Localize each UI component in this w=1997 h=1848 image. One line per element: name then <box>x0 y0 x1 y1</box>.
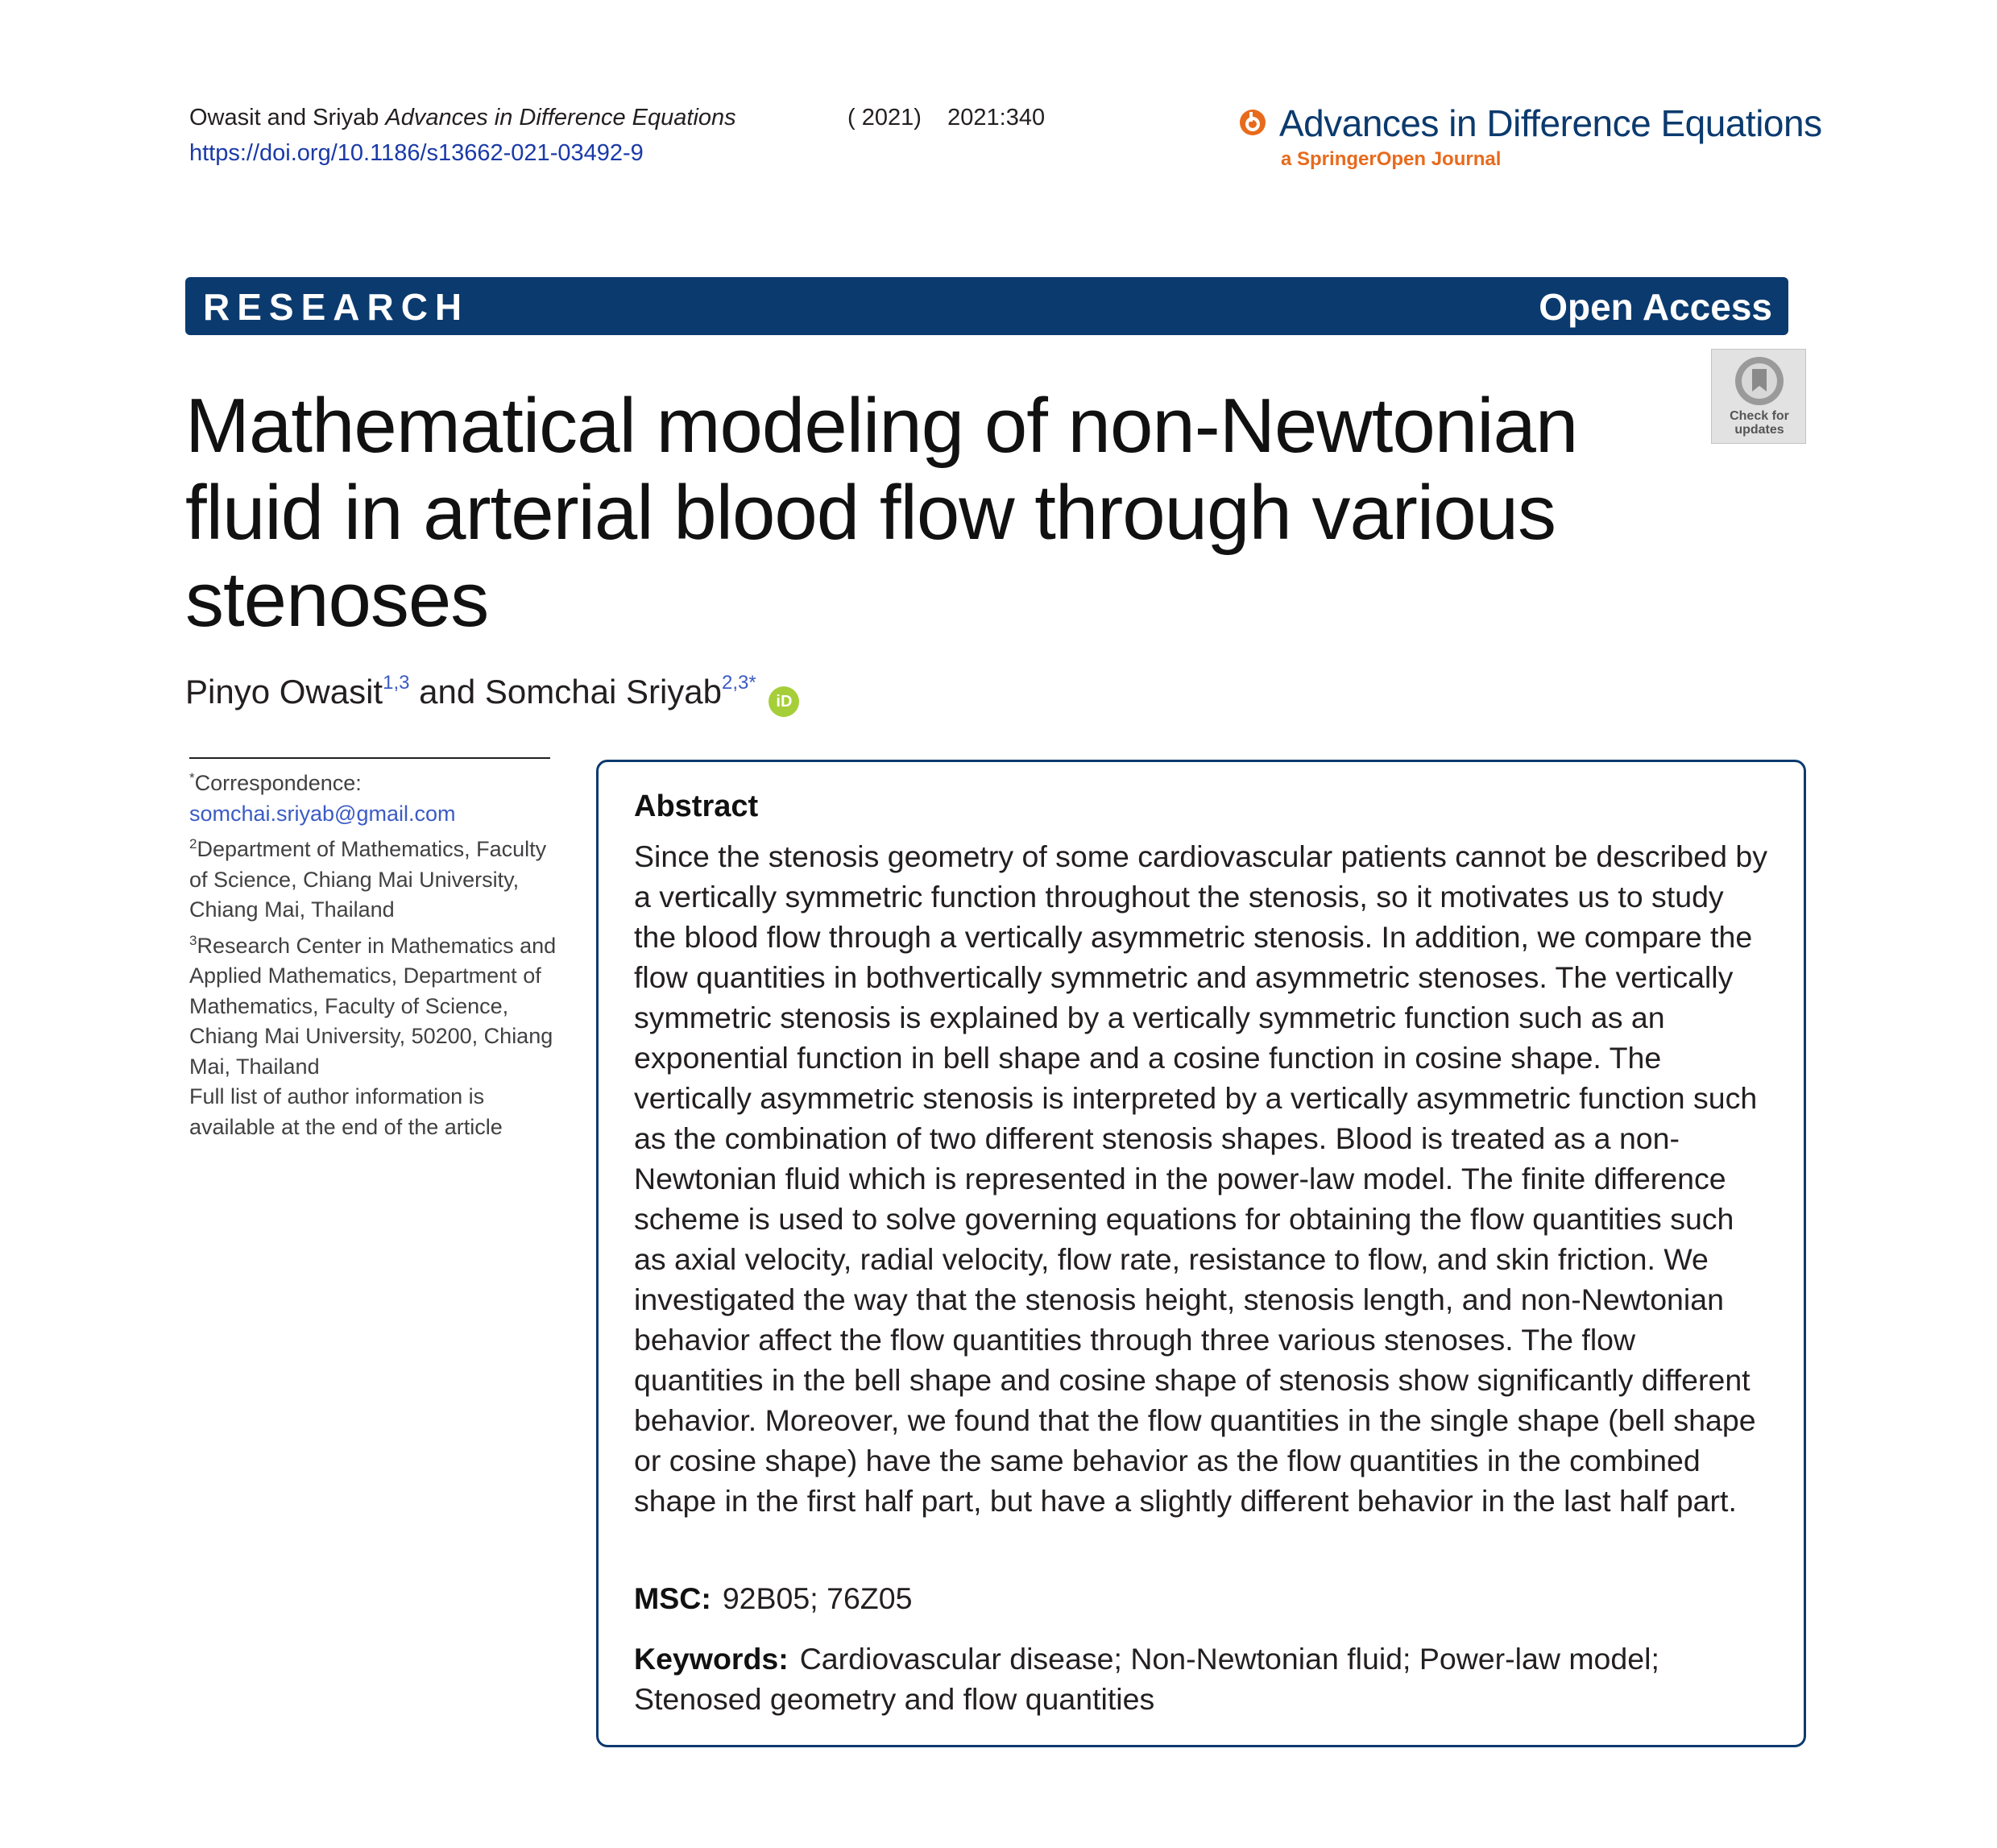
citation-year: ( 2021) <box>847 105 922 131</box>
affiliations-sidebar <box>189 763 560 1142</box>
msc-line <box>634 1581 912 1616</box>
journal-brand-name: Advances in Difference Equations <box>1279 102 1822 144</box>
correspondence-email-link[interactable]: somchai.sriyab@gmail.com <box>189 801 456 826</box>
correspondence-email-line <box>189 799 560 830</box>
citation-year-number <box>847 105 1045 131</box>
springeropen-logo-icon <box>1239 109 1266 136</box>
sidebar-divider <box>189 757 550 759</box>
author-line <box>185 672 799 717</box>
author-2: Somchai Sriyab <box>484 673 723 711</box>
author-info-note: Full list of author information is available at the end of the article <box>189 1084 503 1139</box>
check-updates-line1: Check for <box>1730 409 1789 423</box>
keywords-label: Keywords: <box>634 1642 789 1676</box>
affiliation-2: $^2$Department of Mathematics, Faculty of Science, Chiang Mai University, Chiang Mai, Thailand <box>189 836 547 922</box>
keywords-value: Cardiovascular disease; Non-Newtonian fluid; Power-law model; Stenosed geometry and flow quantities <box>634 1642 1659 1716</box>
correspondence: *Correspondence: <box>189 770 362 795</box>
msc-label: MSC: <box>634 1581 711 1615</box>
author-2-affiliation[interactable]: 2,3* <box>722 672 756 694</box>
check-updates-label <box>1712 409 1807 437</box>
article-type-label: RESEARCH <box>203 286 470 328</box>
citation-journal: Advances in Difference Equations <box>385 105 736 131</box>
abstract-heading: Abstract <box>634 789 759 823</box>
abstract-box <box>596 760 1806 1747</box>
abstract-text: Since the stenosis geometry of some cardiovascular patients cannot be described by a vertically symmetric function throughout the stenosis, so it motivates us to study the blood flow through a vertically asymmetric stenosis. In addition, we compare the flow quantities in bothvertically symmetric and asymmetric stenoses. The vertically symmetric stenosis is explained by a vertically symmetric function such as an exponential function in bell shape and a cosine function in cosine shape. The vertically asymmetric stenosis is interpreted by a vertically asymmetric function such as the combination of two different stenosis shapes. Blood is treated as a non-Newtonian fluid which is represented in the power-law model. The finite difference scheme is used to solve governing equations for obtaining the flow quantities such as axial velocity, radial velocity, flow rate, resistance to flow, and skin friction. We investigated the way that the stenosis height, stenosis length, and non-Newtonian behavior affect the flow quantities through three various stenoses. The flow quantities in the bell shape and cosine shape of stenosis show significantly different behavior. Moreover, we found that the flow quantities in the single shape (bell shape or cosine shape) have the same behavior as the flow quantities in the combined shape in the first half part, but have a slightly different behavior in the last half part. <box>634 839 1768 1518</box>
check-for-updates-button[interactable] <box>1711 349 1806 444</box>
msc-value: 92B05; 76Z05 <box>722 1581 913 1615</box>
author-1: Pinyo Owasit <box>185 673 383 711</box>
check-updates-icon <box>1733 354 1786 408</box>
check-updates-line2: updates <box>1734 423 1784 437</box>
keywords-line <box>634 1639 1773 1719</box>
article-type-banner <box>185 277 1788 335</box>
citation-article-number: 2021:340 <box>947 105 1046 131</box>
citation-authors: Owasit and Sriyab <box>189 105 379 131</box>
affiliation-3: $^3$Research Center in Mathematics and Applied Mathematics, Department of Mathematics, Faculty of Science, Chiang Mai University, 50200, Chiang Mai, Thailand <box>189 932 557 1079</box>
author-1-affiliation[interactable]: 1,3 <box>383 672 410 694</box>
citation-line <box>189 105 736 131</box>
author-conjunction: and <box>419 673 476 711</box>
open-access-label: Open Access <box>1539 286 1772 328</box>
orcid-icon[interactable]: iD <box>769 686 799 717</box>
paper-title: Mathematical modeling of non-Newtonian fluid in arterial blood flow through various stenoses <box>185 383 1578 643</box>
doi-link[interactable]: https://doi.org/10.1186/s13662-021-03492-9 <box>189 140 644 166</box>
journal-brand-subtitle: a SpringerOpen Journal <box>1281 148 1502 170</box>
